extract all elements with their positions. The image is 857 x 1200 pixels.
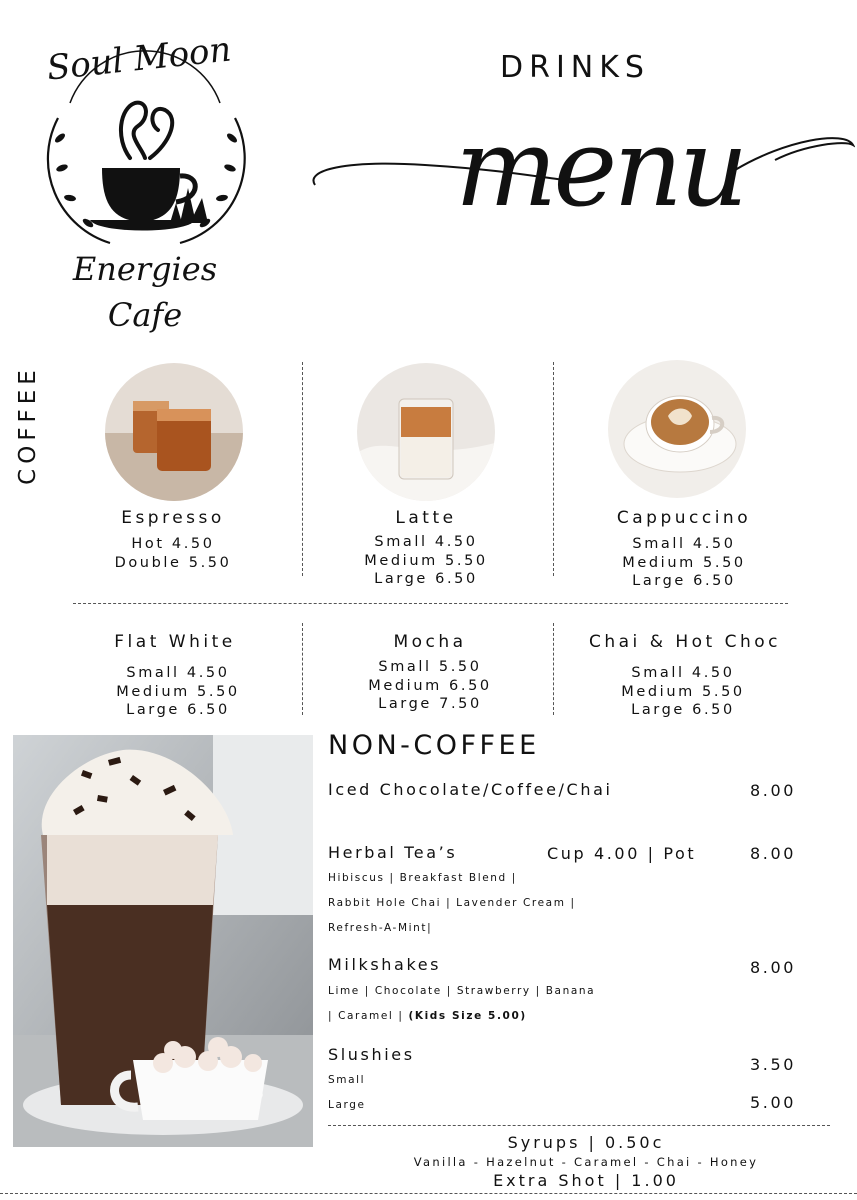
slushies-small-label: Small — [328, 1074, 366, 1086]
menu-script-title — [305, 100, 855, 230]
logo-top-text: Soul Moon — [44, 29, 234, 89]
slushies-large-label: Large — [328, 1099, 366, 1111]
latte-prices — [326, 533, 526, 589]
coffee-label-text: COFFEE — [15, 365, 41, 485]
latte-price-large: Large 6.50 — [374, 571, 478, 587]
espresso-photo — [105, 363, 243, 501]
herbal-tea-options-2: Rabbit Hole Chai | Lavender Cream | — [328, 897, 576, 909]
coffee-divider-3 — [302, 623, 303, 715]
flat-white-name: Flat White — [114, 632, 236, 652]
logo-bottom-text-2: Cafe — [107, 296, 183, 334]
herbal-tea-price-detail: Cup 4.00 | Pot — [547, 844, 697, 863]
chai-hot-choc-price-medium: Medium 5.50 — [621, 683, 745, 700]
herbal-tea-price: 8.00 — [750, 844, 797, 863]
menu-script-text: menu — [455, 106, 745, 230]
cappuccino-photo — [608, 360, 746, 498]
flat-white-prices — [78, 664, 278, 720]
coffee-section-label — [0, 355, 56, 495]
slushies-name: Slushies — [328, 1045, 415, 1064]
drinks-title: DRINKS — [500, 50, 650, 85]
milkshakes-options-2-text: | Caramel | — [328, 1010, 404, 1022]
extra-shot-line: Extra Shot | 1.00 — [493, 1171, 679, 1190]
milkshakes-options-2 — [328, 1010, 527, 1022]
iced-drinks-price: 8.00 — [750, 781, 797, 800]
hot-chocolate-photo — [13, 735, 313, 1147]
espresso-price-hot: Hot 4.50 — [131, 536, 215, 552]
slushies-large-price: 5.00 — [750, 1093, 797, 1112]
extras-divider — [328, 1125, 830, 1126]
chai-hot-choc-price-large: Large 6.50 — [631, 702, 735, 718]
flat-white-price-medium: Medium 5.50 — [116, 683, 240, 700]
milkshakes-price: 8.00 — [750, 958, 797, 977]
espresso-price-double: Double 5.50 — [114, 554, 232, 571]
logo-artwork — [30, 8, 260, 338]
coffee-divider-1 — [302, 362, 303, 576]
iced-drinks-name: Iced Chocolate/Coffee/Chai — [328, 780, 613, 799]
cafe-logo — [30, 8, 260, 338]
slushies-small-price: 3.50 — [750, 1055, 797, 1074]
cappuccino-price-medium: Medium 5.50 — [622, 554, 746, 571]
cappuccino-price-small: Small 4.50 — [632, 536, 736, 552]
milkshakes-kids-note: (Kids Size 5.00) — [408, 1010, 527, 1022]
cappuccino-name: Cappuccino — [616, 508, 752, 528]
menu-script-artwork — [305, 100, 855, 230]
flat-white-price-small: Small 4.50 — [126, 665, 230, 681]
latte-photo — [357, 363, 495, 501]
mocha-price-large: Large 7.50 — [378, 696, 482, 712]
syrup-flavours-line: Vanilla - Hazelnut - Caramel - Chai - Honey — [413, 1155, 759, 1169]
cappuccino-price-large: Large 6.50 — [632, 573, 736, 589]
coffee-divider-4 — [553, 623, 554, 715]
mocha-price-small: Small 5.50 — [378, 659, 482, 675]
herbal-tea-name: Herbal Tea’s — [328, 843, 458, 862]
milkshakes-name: Milkshakes — [328, 955, 442, 974]
cappuccino-prices — [584, 535, 784, 591]
chai-hot-choc-prices — [583, 664, 783, 720]
chai-hot-choc-name: Chai & Hot Choc — [589, 632, 781, 652]
mocha-name: Mocha — [393, 632, 467, 652]
herbal-tea-options-3: Refresh-A-Mint| — [328, 922, 433, 934]
espresso-prices — [73, 535, 273, 572]
coffee-row-divider — [73, 603, 788, 604]
espresso-name: Espresso — [121, 508, 225, 528]
mocha-price-medium: Medium 6.50 — [368, 677, 492, 694]
chai-hot-choc-price-small: Small 4.50 — [631, 665, 735, 681]
logo-bottom-text-1: Energies — [72, 250, 218, 288]
coffee-divider-2 — [553, 362, 554, 576]
latte-name: Latte — [395, 508, 457, 528]
milkshakes-options-1: Lime | Chocolate | Strawberry | Banana — [328, 985, 596, 997]
non-coffee-title: NON-COFFEE — [328, 730, 540, 761]
latte-price-small: Small 4.50 — [374, 534, 478, 550]
flat-white-price-large: Large 6.50 — [126, 702, 230, 718]
mocha-prices — [330, 658, 530, 714]
syrups-line: Syrups | 0.50c — [507, 1133, 665, 1152]
bottom-divider — [0, 1193, 857, 1194]
herbal-tea-options-1: Hibiscus | Breakfast Blend | — [328, 872, 517, 884]
latte-price-medium: Medium 5.50 — [364, 552, 488, 569]
